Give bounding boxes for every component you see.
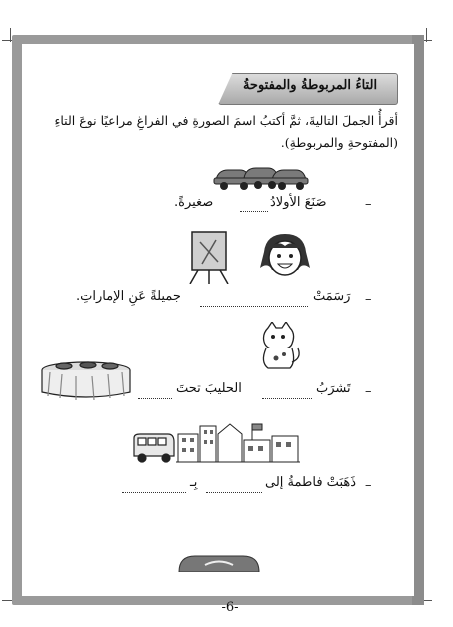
exercise-1-text-after: صغيرةً.: [174, 195, 214, 210]
exercise-3-text-after: الحليبَ تحتَ: [176, 381, 242, 396]
exercise-4-blank-2[interactable]: [122, 492, 186, 493]
exercise-1-blank[interactable]: [240, 211, 268, 212]
dining-table-picture: [40, 358, 132, 404]
bus-picture: [130, 432, 176, 464]
exercise-1-text-before: صَنَعَ الأولادُ: [270, 195, 327, 210]
cat-picture: [254, 322, 304, 370]
page-number: -6-: [221, 600, 239, 615]
instruction-text: أقرأُ الجملَ التاليةَ، ثمَّ أكتبُ اسمَ الصورةِ في الفراغِ مراعيًا نوعَ التاءِ (المفتوحةِ والمربوطةِ).: [54, 113, 398, 150]
easel-picture: [186, 228, 232, 284]
exercise-2-blank[interactable]: [200, 306, 308, 307]
exercise-2-text-after: جميلةً عَنِ الإماراتِ.: [76, 289, 181, 304]
exercise-3-dash: –: [365, 384, 372, 399]
exercise-2-dash: –: [365, 292, 372, 307]
crop-mark: [426, 28, 427, 42]
bottom-tab-decoration: [175, 552, 263, 572]
girl-face-picture: [258, 232, 312, 280]
exercise-3-text-before: تَشرَبُ: [316, 381, 351, 396]
exercise-1-dash: –: [365, 197, 372, 212]
toy-cars-picture: [212, 160, 312, 192]
exercise-4-dash: –: [365, 478, 372, 493]
exercise-3-blank-2[interactable]: [138, 398, 172, 399]
exercise-3-blank[interactable]: [262, 398, 312, 399]
buildings-picture: [176, 420, 300, 464]
exercise-4-text-after: بِـ: [190, 475, 198, 490]
exercise-2-text-before: رَسَمَتْ: [313, 289, 351, 304]
exercise-4-blank[interactable]: [206, 492, 262, 493]
crop-mark: [10, 28, 11, 42]
exercise-4-text-before: ذَهَبَتْ فاطمةُ إلى: [265, 475, 357, 490]
lesson-title: التاءُ المربوطةُ والمفتوحةُ: [242, 78, 378, 93]
